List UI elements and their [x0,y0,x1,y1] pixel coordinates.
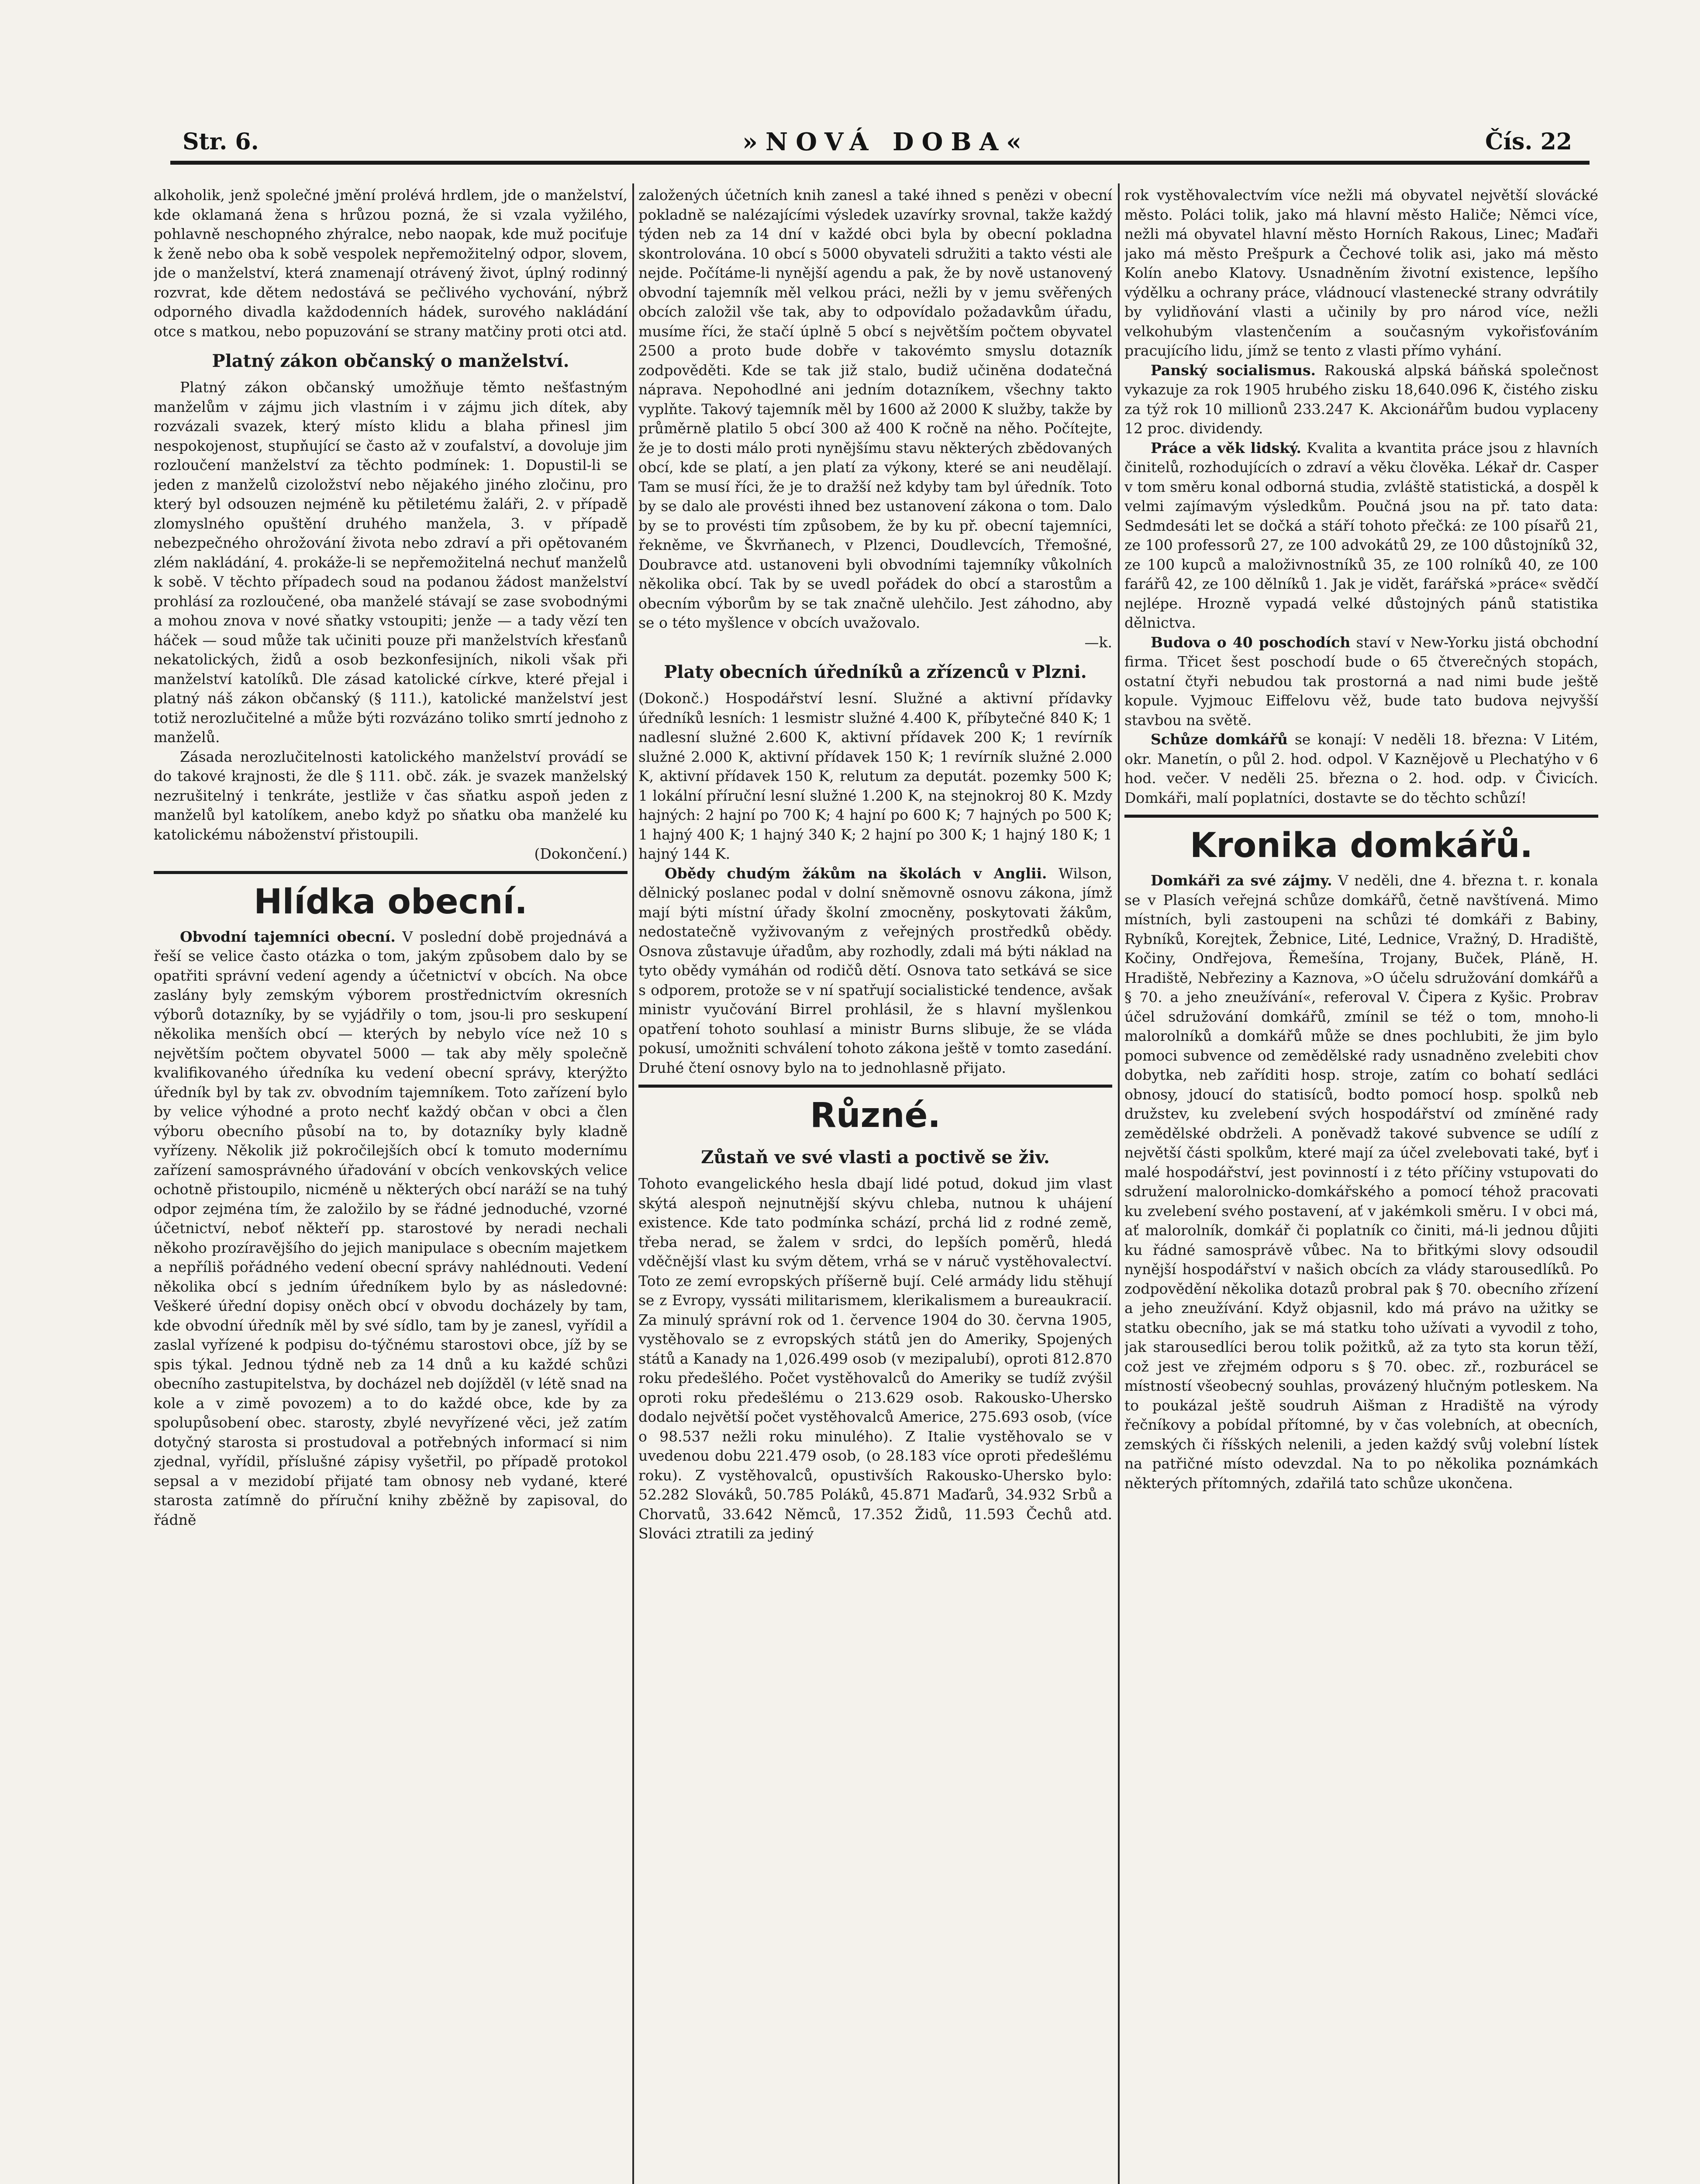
article-text: Rakouská alpská báňská společnost vykazuje za rok 1905 hrubého zisku 18,640.096 K, čistého zisku za týž rok 10 millionů 233.247 K. Akcionářům budou vyplaceny 12 proc. dividendy. [1124,361,1598,437]
article-paragraph: Tohoto evangelického hesla dbají lidé potud, dokud jim vlast skýtá alespoň nejnutnější skývu chleba, nutnou k uhájení existence. Kde tato podmínka schází, prchá lid z rodné země, třeba nerad, se žalem v srdci, do lepších poměrů, hledá vděčnější vlast ku svým dětem, vrhá se v náruč vystěhovalectví. Toto ze zemí evropských příšerně bují. Celé armády lidu stěhují se z Evropy, vyssáti militarismem, klerikalismem a bureaukracií. Za minulý správní rok od 1. července 1904 do 30. června 1905, vystěhovalo se z evropských států jen do Ameriky, Spojených států a Kanady na 1,026.499 osob (v mezipalubí), oproti 812.870 roku předešlého. Počet vystěhovalců do Ameriky se tudíž zvýšil oproti roku předešlému o 213.629 osob. Rakousko-Uhersko dodalo největší počet vystěhovalců Americe, 275.693 osob, (více o 98.537 nežli roku minulého). Z Italie vystěhovalo se v uvedenou dobu 221.479 osob, (o 28.183 více oproti předešlému roku). Z vystěhovalců, opustivších Rakousko-Uhersko bylo: 52.282 Slováků, 50.785 Poláků, 45.871 Maďarů, 34.932 Srbů a Chorvatů, 33.642 Němců, 17.352 Židů, 11.593 Čechů atd. Slováci ztratili za jediný [638,1175,1112,1542]
continuation-note: (Dokončení.) [534,845,628,862]
article-subheading: Platný zákon občanský o manželství. [212,351,569,371]
article-lead: Práce a věk lidský. [1151,439,1302,456]
article-text: V neděli, dne 4. března t. r. konala se v Plasích veřejná schůze domkářů, četně navštívená. Mimo místních, byli zastoupeni na schůzi té domkáři z Babiny, Rybníků, Korejtek, Žebnice, Lité, Lednice, Vražný, D. Hradiště, Kočiny, Ondřejova, Řemešína, Trojany, Buček, Pláně, H. Hradiště, Nebřeziny a Kaznova, »O účelu sdružování domkářů a § 70. a jeho zneužívání«, referoval V. Čipera z Kyšic. Probrav účel sdružování domkářů, zmínil se též o tom, mnoho-li malorolníků a domkářů může se dnes pochlubiti, že jim bylo pomoci subvence od zemědělské rady usnadněno zvelebiti chov dobytka, neb zaříditi hosp. stroje, zatím co bohatí sedláci obnosy, jdoucí do statisíců, bodto pomocí hosp. spolků neb družstev, ku zvelebení svých hospodářství od zmíněné rady zemědělské obdrželi. A poněvadž takové subvence se udílí z největší části spolkům, které mají za účel zvelebovati také, byť i malé hospodářství, jest povinností i z této příčiny vstupovati do sdružení malorolnicko-domkářského a pomocí téhož pracovati ku zvelebení svého postavení, ať v jakémkoli směru. I v obci má, ať malorolník, domkář či poplatník co činiti, má-li jednou důjiti ku řádné samosprávě vůbec. Na to břitkými slovy odsoudil nynější hospodářství v našich obcích za vlády starousedlíků. Po zodpovědění několika dotazů probral pak § 70. obecního zřízení a jeho zneužívání. Když objasnil, kdo má právo na užitky se statku obecního, jak se má statku toho užívati a vyvodil z toho, jak starousedlíci berou tolik požitků, až za tyto sta korun těží, což jest ve zřejmém odporu s § 70. obec. zř., rozburácel se místností všeobecný souhlas, provázený hlučným potleskem. Na to poukázal ještě soudruh Aišman z Hradiště na výrody řečníkovy a pobídal přítomné, by v čas volebních, at obecních, zemských či říšských nelenili, a jeden každý svůj volební lístek na patřičné místo odevzdal. Na to po několika poznámkách některých přítomných, zdařilá tato schůze ukončena. [1124,872,1598,1492]
article-text: V poslední době projednává a řeší se velice často otázka o tom, jakým způsobem dalo by se opatřiti správní vedení agendy a účetnictví v obcích. Na obce zaslány byly zemským výborem prostřednictvím okresních výborů dotazníky, by se vyjádřily o tom, jsou-li pro seskupení několika menších obcí — kterých by nebylo více než 10 s největším počtem obyvatel 5000 — tak aby měly společně kvalifikovaného úředníka ku vedení obecní správy, kterýžto úředník byl by tak zv. obvodním tajemníkem. Toto zařízení bylo by velice výhodné a proto nechť každý občan v obci a člen výboru obecního působí na to, by dotazníky byly kladně vyřízeny. Několik již pokročilejších obcí k tomuto modernímu zařízení samosprávného úřadování v obcích venkovských velice ochotně přistoupilo, nicméně u některých obcí naráží se na tuhý odpor zejména tím, že založilo by se řádné jednoduché, vzorné účetnictví, neboť někteří pp. starostové by neradi nechali někoho prozíravějšího do jejich manipulace s obecním majetkem a nepříliš pořádného vedení obecní správy nahlédnouti. Vedení několika obcí s jedním úředníkem bylo by as následovné: Veškeré úřední dopisy oněch obcí v obvodu docházely by tam, kde obvodní úředník měl by své sídlo, tam by je zanesl, vyřídil a zaslal vyřízené k podpisu do-týčnému starostovi obce, jíž by se spis týkal. Jednou týdně neb za 14 dnů a ku každé schůzi obecního zastupitelstva, by docházel neb dojížděl (v létě snad na kole a v zimě povozem) a to do každé obce, kde by za spolupůsobení obec. starosty, zbylé nevyřízené věci, jež zatím dotyčný starosta si prostudoval a potřebných informací si nim zjednal, vyřídil, příslušné zápisy vyšetřil, po případě protokol sepsal a v mezidobí přijaté tam obnosy neb vydané, které starosta zatímně do příruční knihy zběžně by zapisoval, do řádně [154,928,628,1528]
issue-number: Čís. 22 [1485,128,1572,155]
page-header [170,128,1590,162]
column-2 [638,186,1112,2184]
section-heading-kronika-domkaru: Kronika domkářů. [1190,826,1533,865]
article-lead: Budova o 40 poschodích [1151,633,1351,651]
header-rule [170,161,1590,165]
article-text: Kvalita a kvantita práce jsou z hlavních činitelů, rozhodujících o zdraví a věku člověka. Lékař dr. Casper v tom směru konal odborná studia, zvláště statistická, a dospěl k velmi zajímavým výsledkům. Poučná jsou na př. tato data: Sedmdesáti let se dočká a stáří tohoto přečká: ze 100 písařů 21, ze 100 professorů 27, ze 100 advokátů 29, ze 100 důstojníků 32, ze 100 kupců a maloživnostníků 35, ze 100 rolníků 40, ze 100 farářů 42, ze 100 dělníků 1. Jak je vidět, farářská »práce« svědčí nejlépe. Hrozně vypadá velké důstojných pánů statistika dělnictva. [1124,439,1598,631]
section-rule [154,871,628,874]
section-heading-ruzne: Různé. [810,1096,941,1135]
column-divider-1 [632,183,634,2184]
article-lead: Obvodní tajemníci obecní. [180,928,396,945]
article-text: Wilson, dělnický poslanec podal v dolní sněmovně osnovu zákona, jímž mají býti místní úřady školní zmocněny, poskytovati žákům, nedostatečně vyživovaným z veřejných prostředků obědy. Osnova zůstavuje úřadům, aby rozhodly, zdali má býti náklad na tyto obědy vymáhán od rodičů dětí. Osnova tato setkává se sice s odporem, protože se v ní spatřují socialistické tendence, avšak ministr vyučování Birrel prohlásil, že s hlavní myšlenkou opatření tohoto souhlasí a ministr Burns slibuje, že se vláda pokusí, umožniti schválení tohoto zákona ještě v tomto zasedání. Druhé čtení osnovy bylo na to jednohlasně přijato. [638,864,1112,1076]
article-paragraph: založených účetních knih zanesl a také ihned s penězi v obecní pokladně se nalézajícími výsledek uzavírky srovnal, takže každý týden neb za 14 dní v každé obci byla by obecní pokladna skontrolována. 10 obcí s 5000 obyvateli sdružiti a takto vésti ale nejde. Počítáme-li nynější agendu a pak, že by nově ustanovený obvodní tajemník měl velkou práci, nežli by v jemu svěřených obcích založil vše tak, aby to odpovídalo požadavkům úřadu, musíme říci, že stačí úplně 5 obcí s největším počtem obyvatel 2500 a proto bude dobře v takovémto smyslu dotazník zodpověděti. Kde se tak již stalo, budiž učiněna dodatečná náprava. Nepohodlné ani jedním dotazníkem, všechny takto vyplňte. Takový tajemník měl by 1600 až 2000 K služby, takže by průměrně platilo 5 obcí 300 až 400 K ročně na něho. Počítejte, že je to dosti málo proti nynějšímu stavu některých zbědovaných obcí, kde se platí, a jen platí za výkony, které se ani neudělají. Tam se musí říci, že je to dražší než kdyby tam byl úředník. Toto by se dalo ale provésti ihned bez ustanovení zákona o tom. Dalo by se to provésti tím způsobem, že by ku př. obecní tajemníci, řekněme, ve Škvrňanech, v Plzenci, Doudlevcích, Třemošné, Doubravce atd. ustanoveni byli obvodními tajemníky vůkolních několika obcí. Tak by se uvedl pořádek do obcí a starostům a obecním výborům by se tak značně ulehčilo. Jest záhodno, aby se o této myšlence v obcích uvažovalo. [638,187,1112,631]
page-number: Str. 6. [183,128,259,155]
column-divider-2 [1118,183,1120,2184]
article-lead: Panský socialismus. [1151,361,1316,379]
column-3 [1124,186,1598,2184]
column-1 [154,186,628,2184]
article-lead: Obědy chudým žákům na školách v Anglii. [665,864,1047,882]
author-signature: —k. [1084,633,1112,651]
article-subheading: Platy obecních úředníků a zřízenců v Plzni. [664,662,1087,682]
article-lead: Domkáři za své zájmy. [1151,872,1332,889]
article-subheading: Zůstaň ve své vlasti a poctivě se živ. [701,1147,1050,1168]
article-paragraph: alkoholik, jenž společné jmění prolévá hrdlem, jde o manželství, kde oklamaná žena s hrůzou pozná, že si vzala vyžilého, pohlavně neschopného zhýralce, nebo naopak, kde muž pociťuje k ženě nebo oba k sobě vespolek nepřemožitelný odpor, slovem, jde o manželství, která znamenají otrávený život, úplný rodinný rozvrat, kde dětem nedostává se pečlivého vychování, nýbrž odporného divadla každodenních hádek, surového nakládání otce s matkou, nebo popuzování se strany matčiny proti otci atd. [154,187,628,340]
section-rule [1124,815,1598,818]
article-paragraph: rok vystěhovalectvím více nežli má obyvatel největší slovácké město. Poláci tolik, jako má hlavní město Haliče; Němci více, nežli má obyvatel hlavní město Horních Rakous, Linec; Maďaři jako má město Prešpurk a Čechové tolik asi, jako má město Kolín anebo Klatovy. Usnadněním životní existence, lepšího výdělku a ochrany práce, vládnoucí vlastenecké strany odvrátily by vylidňování vlasti a učinily by pro národ více, nežli velkohubým vlastenčením a současným vykořisťováním pracujícího lidu, jímž se tento z vlasti přímo vyhání. [1124,187,1598,359]
article-paragraph: Platný zákon občanský umožňuje těmto nešťastným manželům v zájmu jich vlastním i v zájmu jich dítek, aby rozvázali svazek, který místo klidu a blaha přinesl jim nespokojenost, stupňující se často až v zoufalství, a dovoluje jim rozloučení manželství za těchto podmínek: 1. Dopustil-li se jeden z manželů cizoložství nebo nějakého jiného zločinu, pro který byl odsouzen nejméně ku pětiletému žaláři, 2. v případě zlomyslného opuštění druhého manžela, 3. v případě nebezpečného ohrožování života nebo zdraví a při opětovaném zlém nakládání, 4. prokáže-li se nepřemožitelná nechuť manželů k sobě. V těchto případech soud na podanou žádost manželství prohlásí za rozloučené, oba manželé stávají se zase svobodnými a mohou znova v nové sňatky vstoupiti; jenže — a tady vězí ten háček — soud může tak učiniti pouze při manželstvích křesťanů nekatolických, židů a osob bezkonfesijních, nikoli však při manželství katolíků. Dle zásad katolické církve, které přejal i platný náš zákon občanský (§ 111.), katolické manželství jest totiž nerozlučitelné a může býti rozvázáno toliko smrtí jednoho z manželů. [154,379,628,746]
article-text: staví v New-Yorku jistá obchodní firma. Třicet šest poschodí bude o 65 čtverečných stopách, ostatní čtyři nebudou tak prostorná a nad nimi bude ještě kopule. Vyjmouc Eiffelovu věž, bude tato budova nejvyšší stavbou na světě. [1124,633,1598,729]
article-paragraph: Zásada nerozlučitelnosti katolického manželství provádí se do takové krajnosti, že dle § 111. obč. zák. je svazek manželský nezrušitelný i tenkráte, jestliže v čas sňatku aspoň jeden z manželů byl katolíkem, anebo když po sňatku oba manželé ku katolickému náboženství přistoupili. [154,748,628,843]
section-heading-hlidka-obecni: Hlídka obecní. [254,882,528,922]
newspaper-title: »NOVÁ DOBA« [742,128,1030,156]
article-lead: Schůze domkářů [1151,731,1288,748]
article-text: se konají: V neděli 18. března: V Litém, okr. Manetín, o půl 2. hod. odpol. V Kaznějově u Plechatýho v 6 hod. večer. V neděli 25. března o 2. hod. odp. v Čivicích. Domkáři, malí poplatníci, dostavte se do těchto schůzí! [1124,731,1598,806]
article-paragraph: (Dokonč.) Hospodářství lesní. Služné a aktivní přídavky úředníků lesních: 1 lesmistr služné 4.400 K, příbytečné 840 K; 1 nadlesní služné 2.600 K, aktivní přídavek 200 K; 1 revírník služné 2.000 K, aktivní přídavek 150 K; 1 revírník služné 2.000 K, aktivní přídavek 150 K, relutum za deputát. pozemky 500 K; 1 lokální příruční lesní služné 1.200 K, na stejnokroj 80 K. Mzdy hajných: 2 hajní po 700 K; 4 hajní po 600 K; 7 hajných po 500 K; 1 hajný 400 K; 1 hajný 340 K; 2 hajní po 300 K; 1 hajný 180 K; 1 hajný 144 K. [638,690,1112,862]
section-rule [638,1085,1112,1088]
